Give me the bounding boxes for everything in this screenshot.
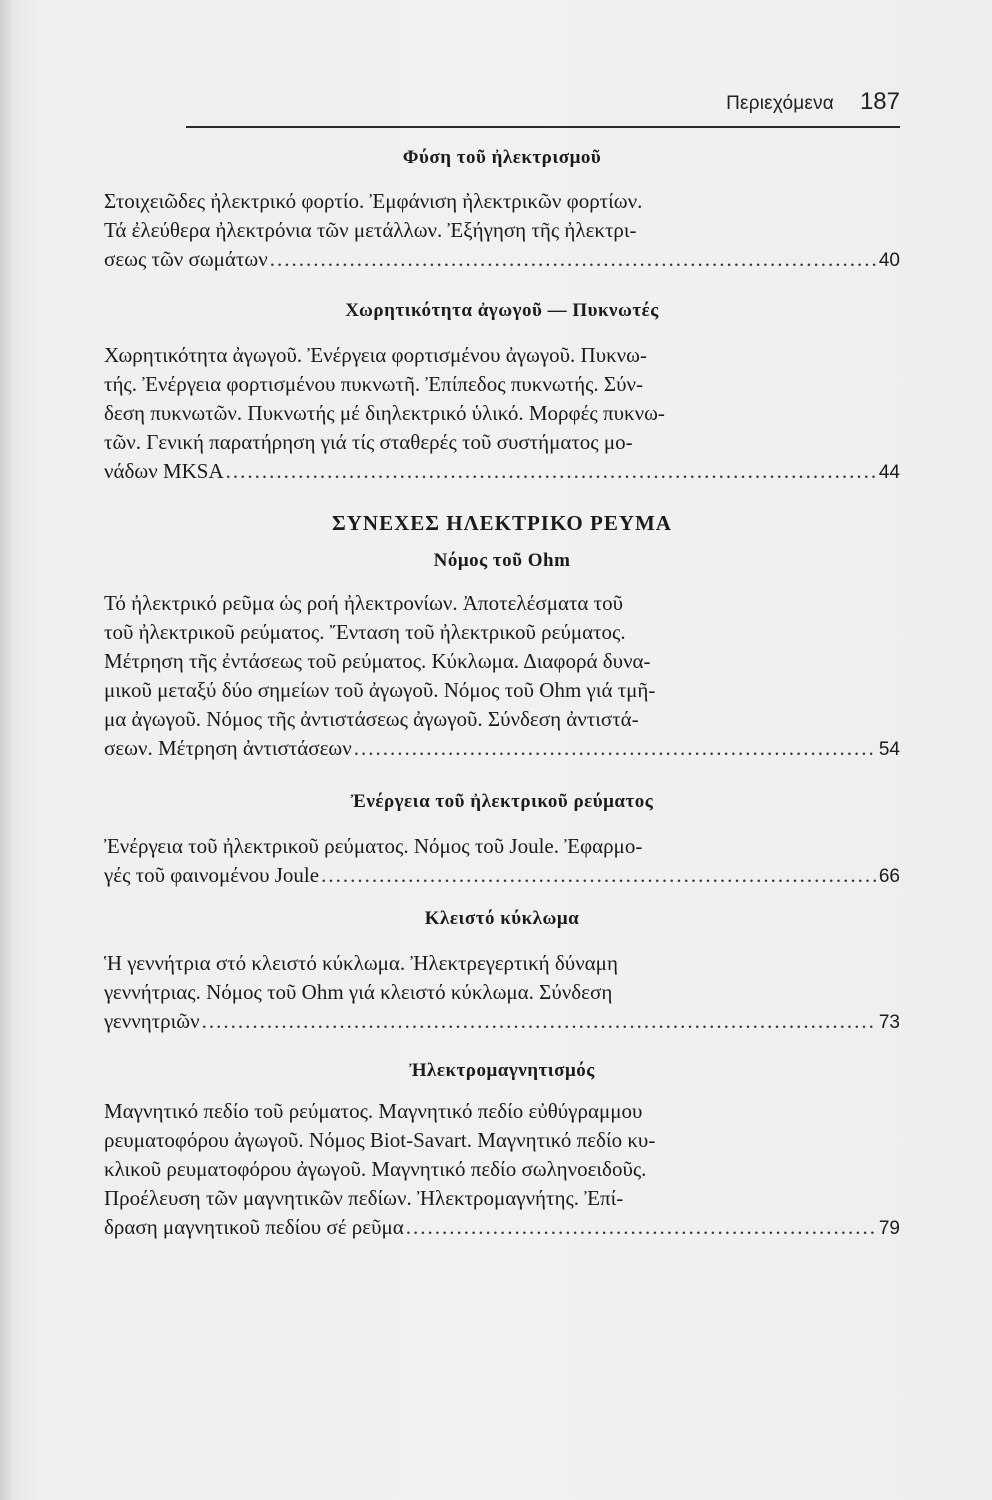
entry-line: τῶν. Γενική παρατήρηση γιά τίς σταθερές τοῦ συστήματος μο- — [104, 430, 633, 454]
entry-page-number: 66 — [878, 866, 900, 887]
entry-last-line — [104, 861, 900, 891]
entry-line: Προέλευση τῶν μαγνητικῶν πεδίων. Ἠλεκτρομαγνήτης. Ἐπί- — [104, 1186, 624, 1210]
part-heading: ΣΥΝΕΧΕΣ ΗΛΕΚΤΡΙΚΟ ΡΕΥΜΑ — [332, 511, 672, 535]
section-heading: Ἠλεκτρομαγνητισμός — [409, 1060, 595, 1081]
entry-line: γεννήτριας. Νόμος τοῦ Ohm γιά κλειστό κύκλωμα. Σύνδεση — [104, 980, 613, 1004]
toc-part — [104, 509, 900, 537]
entry-line: μικοῦ μεταξύ δύο σημείων τοῦ ἀγωγοῦ. Νόμος τοῦ Ohm γιά τμῆ- — [104, 678, 656, 702]
entry-line: Ἡ γεννήτρια στό κλειστό κύκλωμα. Ἠλεκτρεγερτική δύναμη — [104, 951, 618, 975]
section-heading: Φύση τοῦ ἠλεκτρισμοῦ — [402, 147, 602, 168]
entry-line: Μέτρηση τῆς ἐντάσεως τοῦ ρεύματος. Κύκλωμα. Διαφορά δυνα- — [104, 649, 651, 673]
section-heading: Χωρητικότητα ἀγωγοῦ — Πυκνωτές — [345, 300, 659, 321]
entry-page-number: 54 — [878, 739, 900, 760]
entry-last-line — [104, 734, 900, 764]
header-rule — [186, 126, 900, 128]
toc-section — [104, 905, 900, 1037]
dot-leader — [354, 734, 877, 763]
running-header — [726, 88, 900, 116]
entry-page-number: 40 — [878, 250, 900, 271]
entry-line: σεως τῶν σωμάτων — [104, 247, 268, 271]
dot-leader — [202, 1007, 877, 1036]
entry-line: δεση πυκνωτῶν. Πυκνωτής μέ διηλεκτρικό ὑλικό. Μορφές πυκνω- — [104, 401, 665, 425]
entry-line: σεων. Μέτρηση ἀντιστάσεων — [104, 736, 352, 760]
entry-last-line — [104, 1007, 900, 1037]
toc-section — [104, 297, 900, 487]
entry-page-number: 73 — [878, 1012, 900, 1033]
header-title: Περιεχόμενα — [726, 93, 834, 114]
entry-line: νάδων MKSA — [104, 459, 224, 483]
entry-line: Τό ἠλεκτρικό ρεῦμα ὡς ροή ἠλεκτρονίων. Ἀποτελέσματα τοῦ — [104, 591, 624, 615]
entry-line: Ἐνέργεια τοῦ ἠλεκτρικοῦ ρεύματος. Νόμος τοῦ Joule. Ἐφαρμο- — [104, 834, 643, 858]
table-of-contents — [104, 144, 900, 1243]
entry-line: Μαγνητικό πεδίο τοῦ ρεύματος. Μαγνητικό πεδίο εὐθύγραμμου — [104, 1099, 643, 1123]
entry-line: κλικοῦ ρευματοφόρου ἀγωγοῦ. Μαγνητικό πεδίο σωληνοειδοῦς. — [104, 1157, 647, 1181]
entry-page-number: 44 — [878, 462, 900, 483]
entry-line: δραση μαγνητικοῦ πεδίου σέ ρεῦμα — [104, 1215, 404, 1239]
section-heading: Ἐνέργεια τοῦ ἠλεκτρικοῦ ρεύματος — [350, 791, 654, 812]
entry-line: μα ἀγωγοῦ. Νόμος τῆς ἀντιστάσεως ἀγωγοῦ. Σύνδεση ἀντιστά- — [104, 707, 639, 731]
toc-section — [104, 144, 900, 275]
section-heading: Κλειστό κύκλωμα — [424, 908, 580, 929]
entry-last-line — [104, 457, 900, 487]
entry-line: τοῦ ἠλεκτρικοῦ ρεύματος. Ἔνταση τοῦ ἠλεκτρικοῦ ρεύματος. — [104, 620, 626, 644]
entry-last-line — [104, 245, 900, 275]
page-number: 187 — [859, 88, 900, 115]
entry-line: Χωρητικότητα ἀγωγοῦ. Ἐνέργεια φορτισμένου ἀγωγοῦ. Πυκνω- — [104, 343, 647, 367]
dot-leader — [406, 1213, 877, 1242]
section-heading: Νόμος τοῦ Ohm — [433, 550, 571, 571]
entry-line: Στοιχειῶδες ἠλεκτρικό φορτίο. Ἐμφάνιση ἠλεκτρικῶν φορτίων. — [104, 189, 643, 213]
page-gutter-shadow — [0, 0, 14, 1500]
entry-line: γές τοῦ φαινομένου Joule — [104, 863, 320, 887]
entry-line: γεννητριῶν — [104, 1009, 200, 1033]
toc-section — [104, 788, 900, 891]
dot-leader — [270, 245, 877, 274]
entry-line: ρευματοφόρου ἀγωγοῦ. Νόμος Biot-Savart. Μαγνητικό πεδίο κυ- — [104, 1128, 656, 1152]
entry-last-line — [104, 1213, 900, 1243]
dot-leader — [321, 861, 877, 890]
toc-section — [104, 547, 900, 764]
entry-line: τής. Ἐνέργεια φορτισμένου πυκνωτῆ. Ἐπίπεδος πυκνωτής. Σύν- — [104, 372, 644, 396]
toc-section — [104, 1057, 900, 1243]
entry-page-number: 79 — [878, 1218, 900, 1239]
dot-leader — [226, 457, 877, 486]
entry-line: Τά ἐλεύθερα ἠλεκτρόνια τῶν μετάλλων. Ἐξήγηση τῆς ἠλεκτρι- — [104, 218, 637, 242]
